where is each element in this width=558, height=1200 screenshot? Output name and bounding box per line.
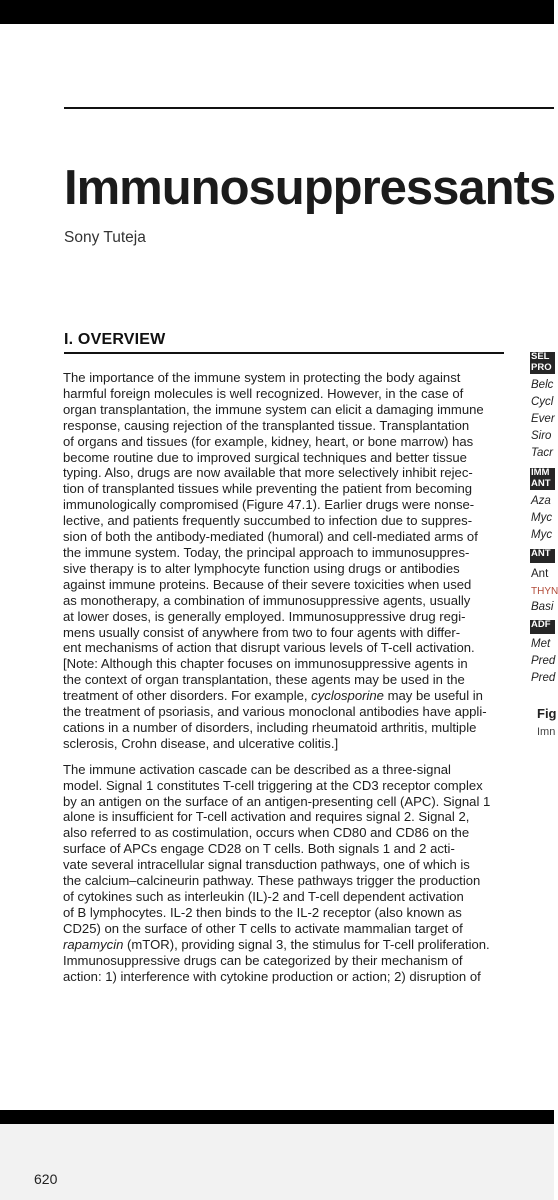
title-rule — [64, 107, 554, 109]
text-segment: may be useful in — [383, 688, 483, 704]
text-line: of organs and tissues (for example, kidney, heart, or bone marrow) has — [63, 433, 474, 449]
sidebar-heading — [530, 549, 555, 563]
sidebar-drug-item: Met — [531, 638, 551, 650]
text-line: lective, and patients frequently succumbed to infection due to suppres- — [63, 513, 473, 529]
sidebar-drug-item: Belc — [531, 379, 554, 391]
sidebar-drug-item: Ever — [531, 413, 555, 425]
page-number: 620 — [34, 1171, 58, 1187]
text-line: become routine due to improved surgical techniques and better tissue — [63, 449, 467, 465]
drug-name-cyclosporine: cyclosporine — [311, 688, 384, 704]
sidebar-heading-line: ADF — [531, 619, 551, 630]
text-line: by an antigen on the surface of an antigen-presenting cell (APC). Signal 1 — [63, 793, 491, 809]
text-line: the immune system. Today, the principal approach to immunosuppres- — [63, 544, 470, 560]
text-line: the treatment of psoriasis, and various monoclonal antibodies have appli- — [63, 704, 487, 720]
text-line: sion of both the antibody-mediated (humoral) and cell-mediated arms of — [63, 529, 478, 545]
text-line: tion of transplanted tissues while preventing the patient from becoming — [63, 481, 473, 497]
sidebar-heading-line: PRO — [531, 361, 552, 373]
figure-label: Fig — [537, 706, 557, 721]
chapter-title: Immunosuppressants — [64, 161, 556, 215]
section-rule — [64, 352, 504, 354]
text-line: The immune activation cascade can be described as a three-signal — [63, 761, 451, 777]
text-line: immunologically compromised (Figure 47.1). Earlier drugs were nonse- — [63, 497, 475, 513]
text-line: sive therapy is to alter lymphocyte function using drugs or antibodies — [63, 560, 460, 576]
text-line: The importance of the immune system in protecting the body against — [63, 370, 461, 385]
text-line: typing. Also, drugs are now available that more selectively inhibit rejec- — [63, 465, 473, 481]
body-text — [63, 370, 504, 984]
paragraph-overview-2 — [63, 762, 504, 985]
text-line: of B lymphocytes. IL-2 then binds to the IL-2 receptor (also known as — [63, 904, 462, 920]
text-line: response, causing rejection of the transplanted tissue. Transplantation — [63, 417, 470, 433]
sidebar-drug-item: Ant — [531, 568, 549, 580]
sidebar-drug-item: Cycl — [531, 396, 554, 408]
text-line: Immunosuppressive drugs can be categorized by their mechanism of — [63, 952, 463, 968]
drug-list-sidebar — [530, 351, 558, 688]
text-line: model. Signal 1 constitutes T-cell triggering at the CD3 receptor complex — [63, 777, 483, 793]
text-line: surface of APCs engage CD28 on T cells. Both signals 1 and 2 acti- — [63, 841, 455, 857]
text-line — [63, 688, 504, 704]
sidebar-drug-item: THYN — [531, 586, 558, 597]
text-line — [63, 937, 504, 953]
text-line: organ transplantation, the immune system can elicit a damaging immune — [63, 401, 484, 417]
figure-caption: Imn — [537, 726, 556, 738]
drug-name-rapamycin: rapamycin — [63, 936, 124, 952]
text-line: against immune proteins. Because of their severe toxicities when used — [63, 576, 472, 592]
footer-band — [0, 1124, 554, 1200]
text-line: alone is insufficient for T-cell activation and requires signal 2. Signal 2, — [63, 809, 470, 825]
text-segment: (mTOR), providing signal 3, the stimulus for T-cell proliferation. — [123, 936, 490, 952]
sidebar-heading — [530, 468, 555, 490]
sidebar-heading — [530, 352, 555, 374]
sidebar-heading-line: ANT — [531, 548, 551, 559]
text-line: cations in a number of disorders, including rheumatoid arthritis, multiple — [63, 719, 477, 735]
sidebar-drug-item: Myc — [531, 529, 553, 541]
text-line: ent mechanisms of action that disrupt various levels of T-cell activation. — [63, 640, 475, 656]
sidebar-drug-item: Aza — [531, 495, 551, 507]
text-line: at lower doses, is generally employed. Immunosuppressive drug regi- — [63, 608, 466, 624]
sidebar-drug-item: Tacr — [531, 447, 553, 459]
text-line: as monotherapy, a combination of immunosuppressive agents, usually — [63, 592, 471, 608]
sidebar-heading-line: SEL — [531, 351, 550, 362]
sidebar-heading-line: IMM — [531, 467, 550, 478]
sidebar-drug-item: Pred — [531, 655, 556, 667]
sidebar-drug-item: Pred — [531, 672, 556, 684]
top-black-band — [0, 0, 554, 24]
text-line: CD25) on the surface of other T cells to activate mammalian target of — [63, 920, 463, 936]
sidebar-drug-item: Basi — [531, 601, 554, 613]
sidebar-drug-item: Siro — [531, 430, 552, 442]
text-line: of cytokines such as interleukin (IL)-2 and T-cell dependent activation — [63, 889, 464, 904]
text-line: [Note: Although this chapter focuses on immunosuppressive agents in — [63, 656, 468, 672]
paragraph-overview-1 — [63, 370, 504, 752]
text-line: the context of organ transplantation, these agents may be used in the — [63, 672, 465, 688]
sidebar-heading — [530, 620, 555, 634]
text-line: mens usually consist of anywhere from two to four agents with differ- — [63, 624, 461, 640]
author-name: Sony Tuteja — [64, 229, 146, 246]
sidebar-heading-line: ANT — [531, 477, 551, 489]
text-line: vate several intracellular signal transduction pathways, one of which is — [63, 857, 470, 873]
text-line: harmful foreign molecules is well recognized. However, in the case of — [63, 385, 464, 401]
bottom-black-band — [0, 1110, 554, 1124]
text-segment: treatment of other disorders. For example, — [63, 688, 312, 704]
text-line: action: 1) interference with cytokine production or action; 2) disruption of — [63, 968, 481, 984]
text-line: the calcium–calcineurin pathway. These pathways trigger the production — [63, 873, 481, 889]
section-heading: I. OVERVIEW — [64, 331, 166, 348]
sidebar-drug-item: Myc — [531, 512, 553, 524]
text-line: sclerosis, Crohn disease, and ulcerative colitis.] — [63, 735, 339, 751]
text-line: also referred to as costimulation, occurs when CD80 and CD86 on the — [63, 825, 470, 841]
